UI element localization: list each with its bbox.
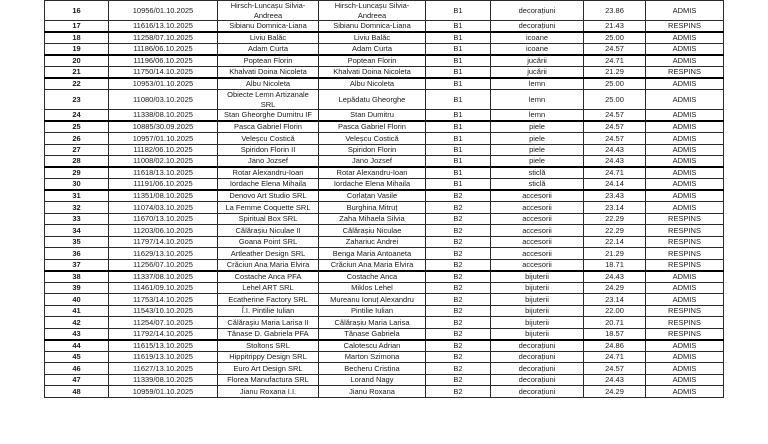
cell-row-number: 38 (45, 271, 109, 283)
cell-company-name: Hirsch-Luncașu Silvia-Andreea (218, 1, 319, 21)
cell-status: RESPINS (646, 21, 724, 33)
cell-status: ADMIS (646, 374, 724, 386)
cell-score: 23.43 (584, 190, 646, 202)
cell-person-name: Marton Szimona (319, 351, 426, 363)
cell-registration-number: 11196/06.10.2025 (109, 55, 218, 67)
cell-status: RESPINS (646, 328, 724, 340)
cell-company-name: Denovo Art Studio SRL (218, 190, 319, 202)
cell-company-name: Florea Manufactura SRL (218, 374, 319, 386)
cell-row-number: 36 (45, 248, 109, 260)
cell-person-name: Pintilie Iulian (319, 305, 426, 317)
cell-domain: decorațiuni (491, 386, 584, 398)
cell-score: 18.71 (584, 259, 646, 271)
cell-domain: sticlă (491, 167, 584, 179)
cell-row-number: 44 (45, 340, 109, 352)
cell-status: RESPINS (646, 317, 724, 329)
cell-registration-number: 11338/08.10.2025 (109, 110, 218, 122)
cell-registration-number: 11074/03.10.2025 (109, 202, 218, 214)
cell-registration-number: 10959/01.10.2025 (109, 386, 218, 398)
cell-category: B2 (426, 317, 491, 329)
cell-person-name: Stan Dumitru (319, 110, 426, 122)
cell-status: ADMIS (646, 44, 724, 56)
cell-row-number: 34 (45, 225, 109, 237)
table-row (45, 179, 724, 191)
cell-category: B1 (426, 78, 491, 90)
cell-row-number: 33 (45, 213, 109, 225)
cell-category: B1 (426, 110, 491, 122)
cell-person-name: Costache Anca (319, 271, 426, 283)
cell-category: B2 (426, 363, 491, 375)
cell-score: 22.00 (584, 305, 646, 317)
table-row (45, 271, 724, 283)
cell-person-name: Benga Maria Antoaneta (319, 248, 426, 260)
cell-domain: piele (491, 121, 584, 133)
cell-person-name: Sibianu Domnica-Liana (319, 21, 426, 33)
cell-domain: lemn (491, 110, 584, 122)
table-row (45, 44, 724, 56)
cell-category: B2 (426, 340, 491, 352)
cell-status: ADMIS (646, 32, 724, 44)
cell-score: 24.86 (584, 340, 646, 352)
cell-registration-number: 11618/13.10.2025 (109, 167, 218, 179)
cell-domain: decorațiuni (491, 374, 584, 386)
table-row (45, 90, 724, 110)
cell-domain: piele (491, 133, 584, 145)
cell-person-name: Călărașiu Maria Larisa (319, 317, 426, 329)
cell-category: B1 (426, 44, 491, 56)
cell-category: B1 (426, 90, 491, 110)
cell-category: B1 (426, 21, 491, 33)
cell-company-name: Hippitrippy Design SRL (218, 351, 319, 363)
table-row (45, 32, 724, 44)
cell-category: B1 (426, 121, 491, 133)
cell-person-name: Tănase Gabriela (319, 328, 426, 340)
cell-company-name: Goana Point SRL (218, 236, 319, 248)
table-row (45, 144, 724, 156)
cell-domain: accesorii (491, 213, 584, 225)
cell-status: RESPINS (646, 67, 724, 79)
cell-registration-number: 11753/14.10.2025 (109, 294, 218, 306)
cell-registration-number: 11616/13.10.2025 (109, 21, 218, 33)
cell-person-name: Zaha Mihaela Silvia (319, 213, 426, 225)
cell-domain: bijuterii (491, 282, 584, 294)
cell-score: 24.29 (584, 282, 646, 294)
cell-row-number: 39 (45, 282, 109, 294)
cell-company-name: Stoltons SRL (218, 340, 319, 352)
cell-person-name: Lepădatu Gheorghe (319, 90, 426, 110)
cell-category: B1 (426, 32, 491, 44)
cell-score: 18.57 (584, 328, 646, 340)
cell-person-name: Călărașiu Niculae (319, 225, 426, 237)
cell-domain: bijuterii (491, 294, 584, 306)
cell-row-number: 29 (45, 167, 109, 179)
cell-category: B2 (426, 236, 491, 248)
table-row (45, 374, 724, 386)
cell-company-name: Obiecte Lemn Artizanale SRL (218, 90, 319, 110)
cell-score: 24.71 (584, 167, 646, 179)
cell-score: 22.14 (584, 236, 646, 248)
table-row (45, 110, 724, 122)
cell-person-name: Hirsch-Luncașu Silvia-Andreea (319, 1, 426, 21)
cell-score: 24.57 (584, 110, 646, 122)
cell-status: ADMIS (646, 78, 724, 90)
cell-person-name: Liviu Balăc (319, 32, 426, 44)
cell-person-name: Burghina Mitruț (319, 202, 426, 214)
cell-company-name: Rotar Alexandru-Ioan (218, 167, 319, 179)
cell-row-number: 41 (45, 305, 109, 317)
table-row (45, 340, 724, 352)
cell-status: RESPINS (646, 248, 724, 260)
cell-registration-number: 11750/14.10.2025 (109, 67, 218, 79)
cell-category: B2 (426, 190, 491, 202)
cell-score: 21.43 (584, 21, 646, 33)
cell-row-number: 20 (45, 55, 109, 67)
table-row (45, 363, 724, 375)
cell-category: B2 (426, 328, 491, 340)
cell-person-name: Becheru Cristina (319, 363, 426, 375)
cell-company-name: Călărașiu Niculae II (218, 225, 319, 237)
cell-row-number: 45 (45, 351, 109, 363)
cell-person-name: Spiridon Florin (319, 144, 426, 156)
cell-score: 25.00 (584, 90, 646, 110)
cell-company-name: Iordache Elena Mihaila (218, 179, 319, 191)
cell-registration-number: 11797/14.10.2025 (109, 236, 218, 248)
cell-status: ADMIS (646, 1, 724, 21)
table-row (45, 156, 724, 168)
cell-status: ADMIS (646, 167, 724, 179)
cell-status: RESPINS (646, 213, 724, 225)
cell-status: ADMIS (646, 202, 724, 214)
cell-registration-number: 11182/06.10.2025 (109, 144, 218, 156)
cell-category: B1 (426, 144, 491, 156)
cell-company-name: Lehel ART SRL (218, 282, 319, 294)
cell-domain: icoane (491, 44, 584, 56)
table-row (45, 121, 724, 133)
cell-registration-number: 11258/07.10.2025 (109, 32, 218, 44)
cell-company-name: Jano Jozsef (218, 156, 319, 168)
cell-registration-number: 11256/07.10.2025 (109, 259, 218, 271)
cell-company-name: Călărașiu Maria Larisa II (218, 317, 319, 329)
cell-person-name: Miklos Lehel (319, 282, 426, 294)
cell-domain: jucării (491, 55, 584, 67)
cell-row-number: 27 (45, 144, 109, 156)
cell-company-name: Î.I. Pintilie Iulian (218, 305, 319, 317)
cell-person-name: Pasca Gabriel Florin (319, 121, 426, 133)
table-row (45, 305, 724, 317)
cell-score: 23.14 (584, 202, 646, 214)
cell-score: 24.57 (584, 363, 646, 375)
cell-category: B2 (426, 386, 491, 398)
cell-person-name: Khalvati Doina Nicoleta (319, 67, 426, 79)
cell-category: B1 (426, 156, 491, 168)
cell-domain: decorațiuni (491, 351, 584, 363)
table-row (45, 351, 724, 363)
cell-score: 24.57 (584, 121, 646, 133)
cell-person-name: Mureanu Ionuț Alexandru (319, 294, 426, 306)
cell-person-name: Crăciun Ana Maria Elvira (319, 259, 426, 271)
cell-registration-number: 11670/13.10.2025 (109, 213, 218, 225)
cell-category: B2 (426, 202, 491, 214)
cell-score: 24.71 (584, 55, 646, 67)
cell-registration-number: 11792/14.10.2025 (109, 328, 218, 340)
cell-row-number: 37 (45, 259, 109, 271)
cell-status: ADMIS (646, 340, 724, 352)
cell-company-name: Costache Anca PFA (218, 271, 319, 283)
table-row (45, 55, 724, 67)
cell-domain: accesorii (491, 236, 584, 248)
table-row (45, 133, 724, 145)
cell-row-number: 48 (45, 386, 109, 398)
cell-registration-number: 11191/06.10.2025 (109, 179, 218, 191)
cell-company-name: Jianu Roxana I.I. (218, 386, 319, 398)
cell-registration-number: 11203/06.10.2025 (109, 225, 218, 237)
cell-score: 23.86 (584, 1, 646, 21)
cell-status: ADMIS (646, 351, 724, 363)
cell-registration-number: 11080/03.10.2025 (109, 90, 218, 110)
cell-person-name: Rotar Alexandru-Ioan (319, 167, 426, 179)
cell-score: 24.43 (584, 374, 646, 386)
cell-company-name: Spiritual Box SRL (218, 213, 319, 225)
cell-registration-number: 11619/13.10.2025 (109, 351, 218, 363)
cell-score: 22.29 (584, 213, 646, 225)
cell-category: B2 (426, 248, 491, 260)
cell-status: ADMIS (646, 282, 724, 294)
cell-status: RESPINS (646, 225, 724, 237)
cell-score: 21.29 (584, 67, 646, 79)
cell-category: B1 (426, 179, 491, 191)
results-table (44, 0, 724, 398)
cell-registration-number: 11339/08.10.2025 (109, 374, 218, 386)
cell-person-name: Veleșcu Costică (319, 133, 426, 145)
table-row (45, 294, 724, 306)
cell-person-name: Albu Nicoleta (319, 78, 426, 90)
cell-category: B2 (426, 305, 491, 317)
cell-domain: accesorii (491, 248, 584, 260)
cell-status: ADMIS (646, 386, 724, 398)
cell-status: RESPINS (646, 259, 724, 271)
cell-company-name: Stan Gheorghe Dumitru IF (218, 110, 319, 122)
table-row (45, 21, 724, 33)
cell-domain: lemn (491, 78, 584, 90)
cell-company-name: Artleather Design SRL (218, 248, 319, 260)
cell-domain: bijuterii (491, 305, 584, 317)
table-row (45, 317, 724, 329)
cell-domain: sticlă (491, 179, 584, 191)
cell-category: B1 (426, 133, 491, 145)
cell-status: RESPINS (646, 236, 724, 248)
table-row (45, 202, 724, 214)
table-row (45, 236, 724, 248)
cell-company-name: Albu Nicoleta (218, 78, 319, 90)
cell-score: 24.57 (584, 133, 646, 145)
table-row (45, 248, 724, 260)
cell-status: ADMIS (646, 363, 724, 375)
cell-registration-number: 11337/08.10.2025 (109, 271, 218, 283)
cell-person-name: Iordache Elena Mihaila (319, 179, 426, 191)
cell-domain: bijuterii (491, 271, 584, 283)
cell-domain: bijuterii (491, 317, 584, 329)
table-row (45, 259, 724, 271)
cell-person-name: Corlațan Vasile (319, 190, 426, 202)
cell-score: 22.29 (584, 225, 646, 237)
cell-score: 24.29 (584, 386, 646, 398)
cell-company-name: La Femme Coquette SRL (218, 202, 319, 214)
cell-row-number: 23 (45, 90, 109, 110)
cell-row-number: 16 (45, 1, 109, 21)
cell-category: B2 (426, 259, 491, 271)
cell-score: 25.00 (584, 78, 646, 90)
cell-score: 24.57 (584, 44, 646, 56)
cell-registration-number: 11351/08.10.2025 (109, 190, 218, 202)
cell-row-number: 25 (45, 121, 109, 133)
cell-score: 24.43 (584, 271, 646, 283)
cell-company-name: Euro Art Design SRL (218, 363, 319, 375)
cell-score: 25.00 (584, 32, 646, 44)
cell-row-number: 24 (45, 110, 109, 122)
cell-person-name: Lorand Nagy (319, 374, 426, 386)
cell-category: B1 (426, 55, 491, 67)
cell-score: 24.43 (584, 144, 646, 156)
cell-domain: piele (491, 156, 584, 168)
cell-registration-number: 10957/01.10.2025 (109, 133, 218, 145)
table-row (45, 386, 724, 398)
cell-category: B2 (426, 225, 491, 237)
cell-row-number: 46 (45, 363, 109, 375)
cell-category: B1 (426, 1, 491, 21)
cell-category: B2 (426, 294, 491, 306)
cell-row-number: 19 (45, 44, 109, 56)
cell-domain: lemn (491, 90, 584, 110)
table-row (45, 328, 724, 340)
cell-status: ADMIS (646, 271, 724, 283)
table-row (45, 190, 724, 202)
cell-person-name: Jianu Roxana (319, 386, 426, 398)
cell-status: ADMIS (646, 90, 724, 110)
cell-registration-number: 10885/30.09.2025 (109, 121, 218, 133)
table-row (45, 78, 724, 90)
cell-company-name: Tănase D. Gabriela PFA (218, 328, 319, 340)
cell-status: ADMIS (646, 55, 724, 67)
cell-person-name: Jano Jozsef (319, 156, 426, 168)
cell-company-name: Veleșcu Costică (218, 133, 319, 145)
table-row (45, 282, 724, 294)
cell-status: ADMIS (646, 190, 724, 202)
cell-registration-number: 11254/07.10.2025 (109, 317, 218, 329)
cell-score: 24.71 (584, 351, 646, 363)
cell-status: ADMIS (646, 179, 724, 191)
cell-company-name: Liviu Balăc (218, 32, 319, 44)
cell-person-name: Zahariuc Andrei (319, 236, 426, 248)
cell-company-name: Adam Curta (218, 44, 319, 56)
cell-row-number: 43 (45, 328, 109, 340)
cell-score: 20.71 (584, 317, 646, 329)
cell-row-number: 22 (45, 78, 109, 90)
cell-domain: decorațiuni (491, 21, 584, 33)
cell-status: ADMIS (646, 156, 724, 168)
cell-category: B1 (426, 167, 491, 179)
cell-company-name: Crăciun Ana Maria Elvira (218, 259, 319, 271)
cell-registration-number: 11615/13.10.2025 (109, 340, 218, 352)
cell-registration-number: 11627/13.10.2025 (109, 363, 218, 375)
cell-score: 24.43 (584, 156, 646, 168)
cell-registration-number: 11461/09.10.2025 (109, 282, 218, 294)
cell-domain: decorațiuni (491, 340, 584, 352)
cell-row-number: 35 (45, 236, 109, 248)
cell-domain: piele (491, 144, 584, 156)
cell-row-number: 21 (45, 67, 109, 79)
cell-domain: accesorii (491, 259, 584, 271)
cell-company-name: Pasca Gabriel Florin (218, 121, 319, 133)
cell-person-name: Poptean Florin (319, 55, 426, 67)
table-row (45, 213, 724, 225)
cell-category: B2 (426, 282, 491, 294)
cell-category: B2 (426, 374, 491, 386)
cell-registration-number: 11543/10.10.2025 (109, 305, 218, 317)
cell-person-name: Adam Curta (319, 44, 426, 56)
cell-row-number: 40 (45, 294, 109, 306)
cell-domain: accesorii (491, 225, 584, 237)
table-row (45, 167, 724, 179)
cell-company-name: Poptean Florin (218, 55, 319, 67)
cell-row-number: 30 (45, 179, 109, 191)
cell-category: B1 (426, 67, 491, 79)
cell-row-number: 17 (45, 21, 109, 33)
cell-domain: decorațiuni (491, 363, 584, 375)
cell-domain: decorațiuni (491, 1, 584, 21)
cell-category: B2 (426, 213, 491, 225)
cell-score: 21.29 (584, 248, 646, 260)
cell-company-name: Khalvati Doina Nicoleta (218, 67, 319, 79)
cell-domain: jucării (491, 67, 584, 79)
cell-category: B2 (426, 351, 491, 363)
cell-registration-number: 11629/13.10.2025 (109, 248, 218, 260)
cell-person-name: Calotescu Adrian (319, 340, 426, 352)
cell-registration-number: 10953/01.10.2025 (109, 78, 218, 90)
cell-domain: bijuterii (491, 328, 584, 340)
cell-row-number: 26 (45, 133, 109, 145)
cell-row-number: 32 (45, 202, 109, 214)
cell-status: ADMIS (646, 110, 724, 122)
cell-company-name: Ecatherine Factory SRL (218, 294, 319, 306)
cell-row-number: 18 (45, 32, 109, 44)
table-row (45, 67, 724, 79)
cell-row-number: 42 (45, 317, 109, 329)
cell-row-number: 28 (45, 156, 109, 168)
cell-registration-number: 10956/01.10.2025 (109, 1, 218, 21)
cell-status: ADMIS (646, 144, 724, 156)
cell-row-number: 47 (45, 374, 109, 386)
cell-domain: accesorii (491, 202, 584, 214)
cell-company-name: Spiridon Florin II (218, 144, 319, 156)
table-row (45, 225, 724, 237)
cell-row-number: 31 (45, 190, 109, 202)
cell-status: RESPINS (646, 305, 724, 317)
cell-score: 24.14 (584, 179, 646, 191)
cell-category: B2 (426, 271, 491, 283)
cell-domain: icoane (491, 32, 584, 44)
cell-score: 23.14 (584, 294, 646, 306)
cell-registration-number: 11186/06.10.2025 (109, 44, 218, 56)
cell-status: ADMIS (646, 121, 724, 133)
cell-status: ADMIS (646, 133, 724, 145)
cell-status: ADMIS (646, 294, 724, 306)
cell-company-name: Sibianu Domnica-Liana (218, 21, 319, 33)
table-row (45, 1, 724, 21)
results-table-body (45, 1, 724, 398)
cell-domain: accesorii (491, 190, 584, 202)
cell-registration-number: 11008/02.10.2025 (109, 156, 218, 168)
